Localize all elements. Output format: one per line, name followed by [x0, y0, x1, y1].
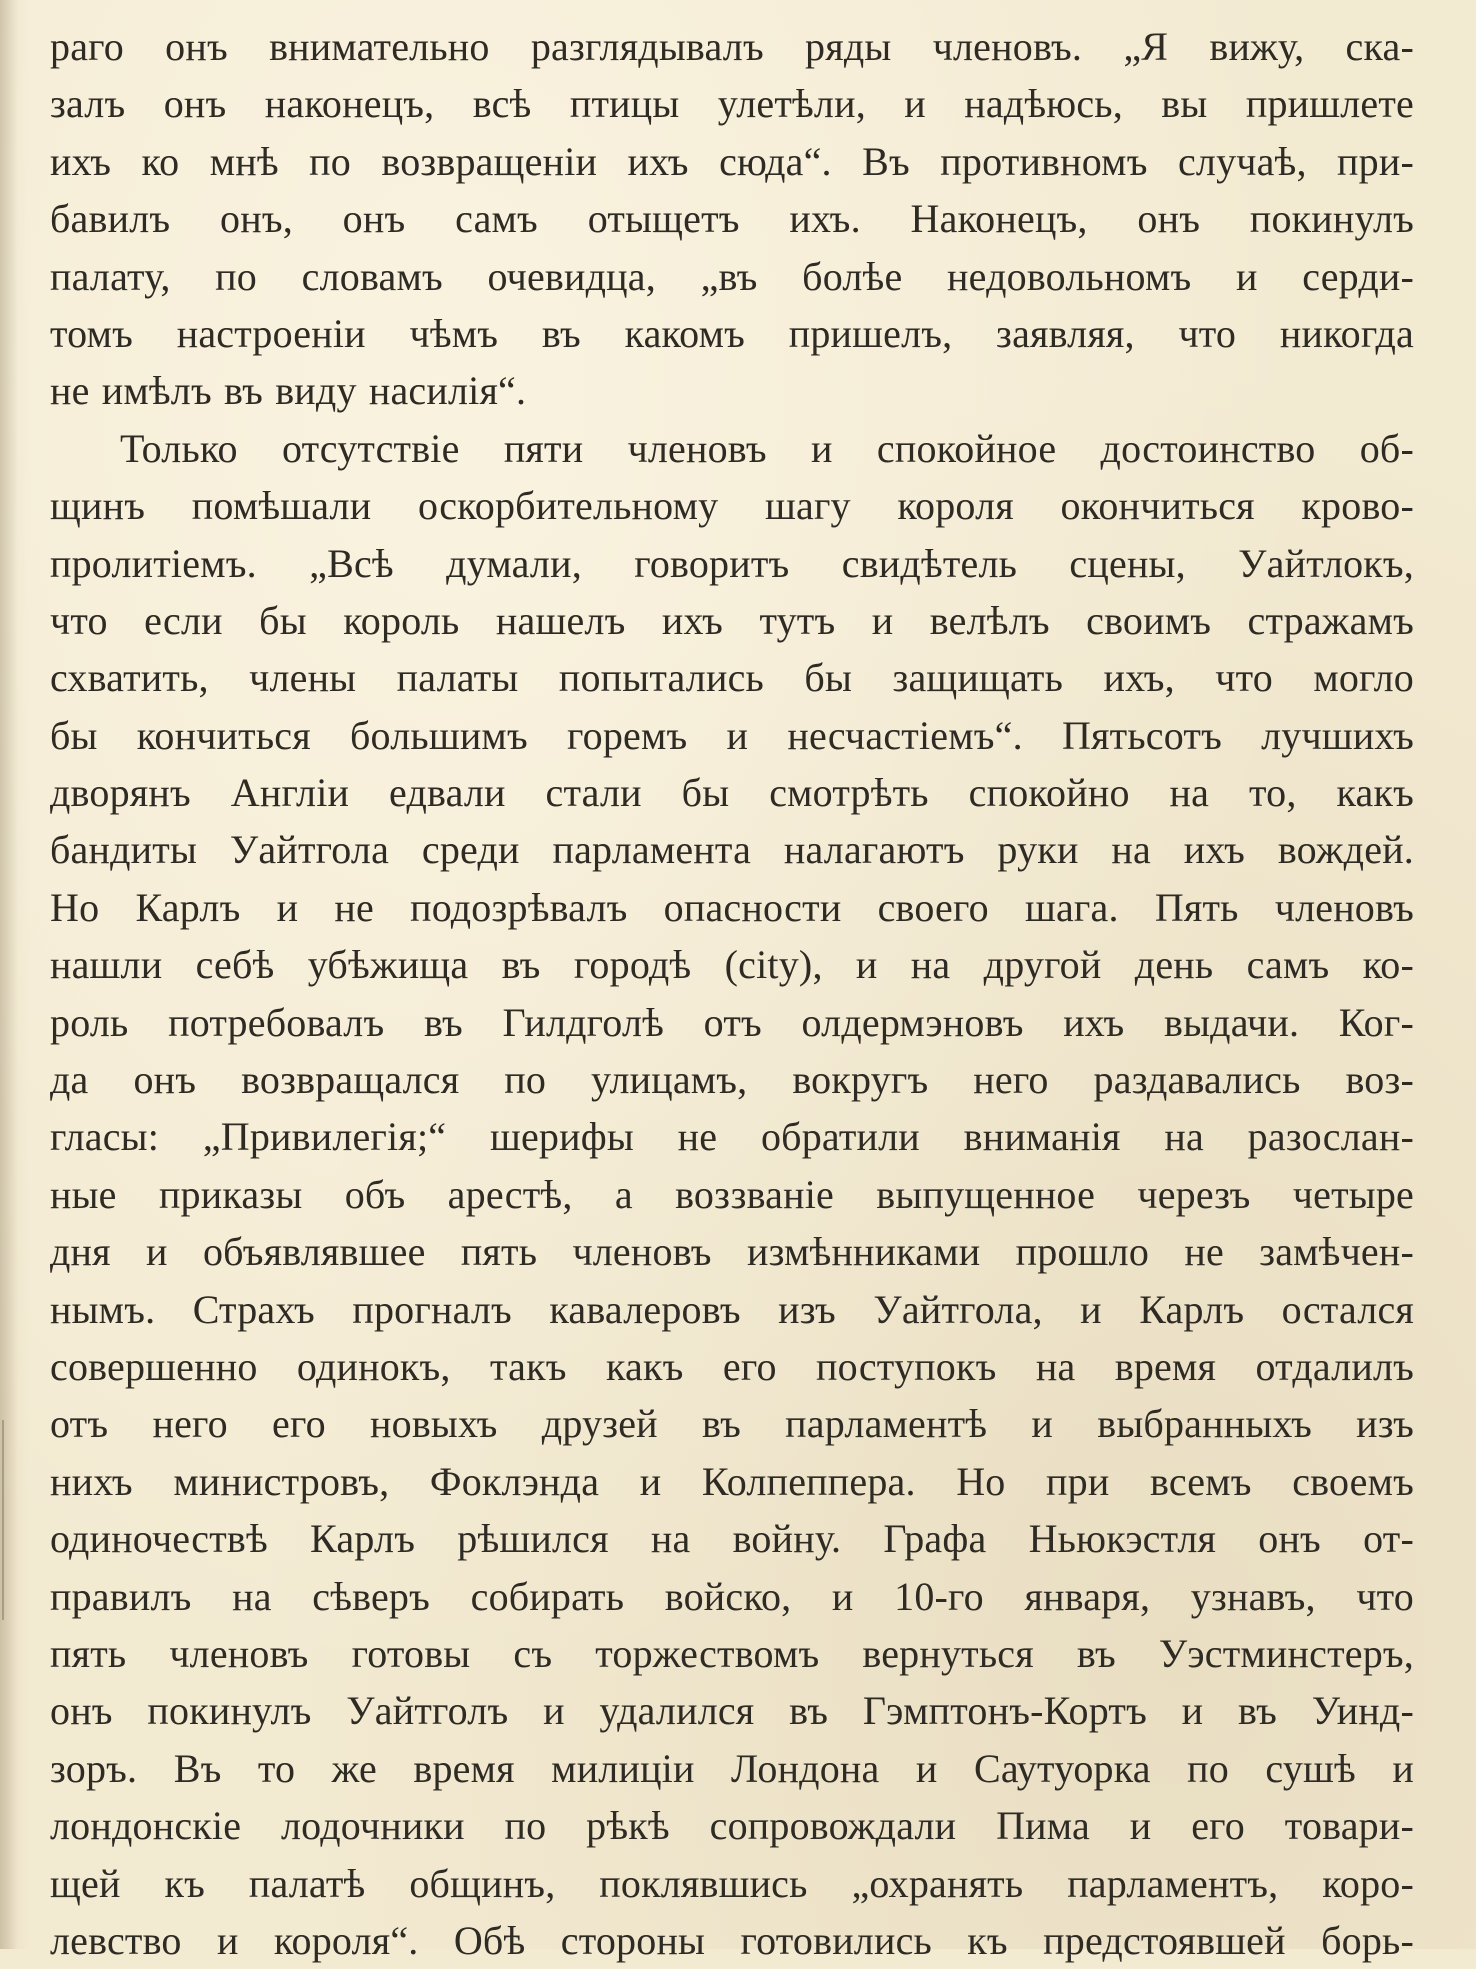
text-line: раго онъ внимательно разглядывалъ ряды членовъ. „Я вижу, ска- — [50, 24, 1414, 69]
text-line: Но Карлъ и не подозрѣвалъ опасности своего шага. Пять членовъ — [50, 884, 1414, 930]
text-line: бавилъ онъ, онъ самъ отыщетъ ихъ. Наконецъ, онъ покинулъ — [50, 196, 1414, 242]
text-line: нашли себѣ убѣжища въ городѣ (city), и на другой день самъ ко- — [50, 942, 1414, 988]
text-line: ные приказы объ арестѣ, а воззванiе выпущенное черезъ четыре — [50, 1171, 1414, 1217]
text-line: одиночествѣ Карлъ рѣшился на войну. Графа Ньюкэстля онъ от- — [50, 1516, 1414, 1562]
text-line: не имѣлъ въ виду насилiя“. — [50, 368, 527, 414]
text-line: пять членовъ готовы съ торжествомъ вернуться въ Уэстминстеръ, — [50, 1630, 1414, 1676]
text-line: онъ покинулъ Уайтголъ и удалился въ Гэмптонъ-Кортъ и въ Уинд- — [50, 1688, 1414, 1734]
text-line: лондонскiе лодочники по рѣкѣ сопровождали Пима и его товари- — [50, 1803, 1414, 1849]
text-line: щинъ помѣшали оскорбительному шагу короля окончиться крово- — [50, 483, 1414, 529]
text-line: бандиты Уайтгола среди парламента налагаютъ руки на ихъ вождей. — [50, 827, 1414, 873]
page-edge-shadow — [0, 0, 18, 1949]
text-line: Только отсутствiе пяти членовъ и спокойное достоинство об- — [120, 425, 1414, 471]
text-line: палату, по словамъ очевидца, „въ болѣе недовольномъ и серди- — [50, 253, 1414, 299]
text-line: отъ него его новыхъ друзей въ парламентѣ и выбранныхъ изъ — [50, 1401, 1414, 1447]
text-line: схватить, члены палаты попытались бы защищать ихъ, что могло — [50, 655, 1414, 701]
text-line: ихъ ко мнѣ по возвращенiи ихъ сюда“. Въ противномъ случаѣ, при- — [50, 138, 1414, 184]
text-line: роль потребовалъ въ Гилдголѣ отъ олдермэновъ ихъ выдачи. Ког- — [50, 999, 1414, 1045]
text-line: зоръ. Въ то же время милицiи Лондона и Саутуорка по сушѣ и — [50, 1745, 1414, 1791]
text-line: нихъ министровъ, Фоклэнда и Колпеппера. Но при всемъ своемъ — [50, 1458, 1414, 1504]
text-line: бы кончиться большимъ горемъ и несчастiемъ“. Пятьсотъ лучшихъ — [50, 712, 1414, 758]
text-line: правилъ на сѣверъ собирать войско, и 10-го января, узнавъ, что — [50, 1573, 1414, 1619]
text-line: левство и короля“. Обѣ стороны готовились къ предстоявшей борь- — [50, 1917, 1414, 1963]
text-line: залъ онъ наконецъ, всѣ птицы улетѣли, и надѣюсь, вы пришлете — [50, 81, 1414, 127]
text-line: щей къ палатѣ общинъ, поклявшись „охранять парламентъ, коро- — [50, 1860, 1414, 1906]
text-line: дня и объявлявшее пять членовъ измѣнниками прошло не замѣчен- — [50, 1229, 1414, 1275]
text-line: да онъ возвращался по улицамъ, вокругъ него раздавались воз- — [50, 1057, 1414, 1103]
text-line: что если бы король нашелъ ихъ тутъ и велѣлъ своимъ стражамъ — [50, 597, 1414, 643]
text-line: совершенно одинокъ, такъ какъ его поступокъ на время отдалилъ — [50, 1343, 1414, 1389]
body-text — [50, 18, 1414, 1969]
margin-mark — [2, 1420, 4, 1620]
text-line: нымъ. Страхъ прогналъ кавалеровъ изъ Уайтгола, и Карлъ остался — [50, 1286, 1414, 1332]
text-line: томъ настроенiи чѣмъ въ какомъ пришелъ, заявляя, что никогда — [50, 310, 1414, 356]
text-line: пролитiемъ. „Всѣ думали, говоритъ свидѣтель сцены, Уайтлокъ, — [50, 540, 1414, 586]
text-line: гласы: „Привилегiя;“ шерифы не обратили вниманiя на разослан- — [50, 1114, 1414, 1160]
text-line: дворянъ Англiи едвали стали бы смотрѣть спокойно на то, какъ — [50, 770, 1414, 816]
